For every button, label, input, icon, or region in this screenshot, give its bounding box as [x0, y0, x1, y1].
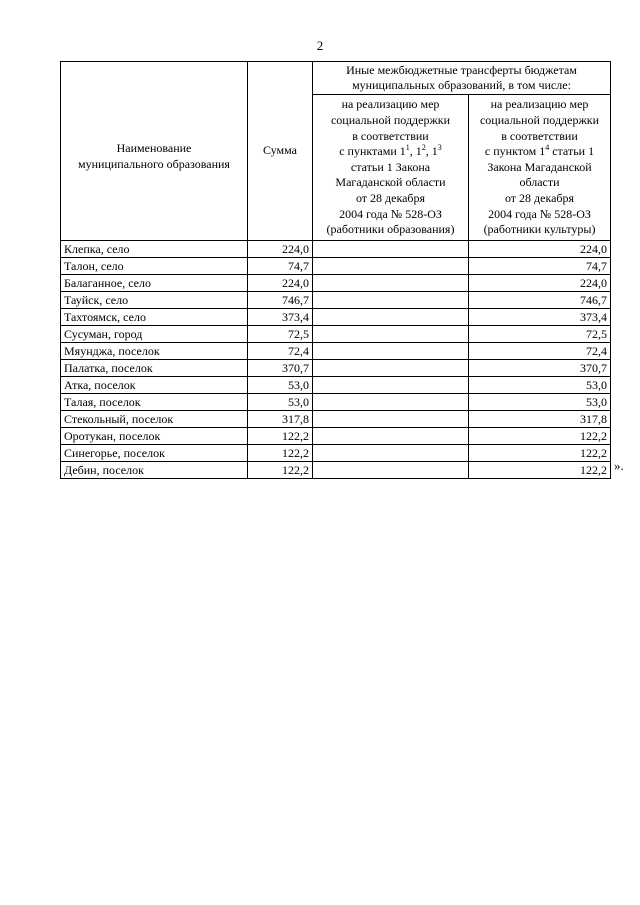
cell-municipality: Клепка, село	[61, 241, 248, 258]
cell-culture-workers: 53,0	[469, 377, 611, 394]
cell-education-workers	[313, 241, 469, 258]
header-municipality-line1: Наименование	[116, 141, 192, 156]
cell-education-workers	[313, 343, 469, 360]
cell-education-workers	[313, 326, 469, 343]
cell-culture-workers: 224,0	[469, 241, 611, 258]
table-row	[61, 309, 611, 326]
cell-culture-workers: 72,4	[469, 343, 611, 360]
cell-municipality: Талон, село	[61, 258, 248, 275]
header-sum: Сумма	[248, 62, 313, 241]
table-row	[61, 241, 611, 258]
cell-education-workers	[313, 309, 469, 326]
cell-culture-workers: 122,2	[469, 428, 611, 445]
cell-municipality: Оротукан, поселок	[61, 428, 248, 445]
table-row	[61, 394, 611, 411]
header-education-points: с пунктами $1^1$, $1^2$, $1^3$	[339, 143, 442, 159]
cell-education-workers	[313, 394, 469, 411]
header-education-text: от 28 декабря	[355, 190, 426, 205]
header-row-top	[61, 62, 611, 95]
cell-municipality: Палатка, поселок	[61, 360, 248, 377]
cell-culture-workers: 53,0	[469, 394, 611, 411]
cell-education-workers	[313, 258, 469, 275]
header-culture-workers	[469, 95, 611, 241]
cell-culture-workers: 317,8	[469, 411, 611, 428]
closing-quote-mark: ».	[614, 458, 624, 473]
cell-sum: 122,2	[248, 428, 313, 445]
cell-education-workers	[313, 462, 469, 479]
cell-municipality: Тахтоямск, село	[61, 309, 248, 326]
cell-municipality: Сусуман, город	[61, 326, 248, 343]
cell-sum: 72,5	[248, 326, 313, 343]
header-culture-text: от 28 декабря	[504, 190, 575, 205]
cell-education-workers	[313, 445, 469, 462]
header-culture-point: с пунктом $1^4$ статьи 1	[484, 143, 595, 159]
table-row	[61, 428, 611, 445]
cell-sum: 746,7	[248, 292, 313, 309]
header-education-text: (работники образования)	[326, 222, 455, 237]
cell-sum: 53,0	[248, 394, 313, 411]
table-body	[61, 241, 611, 479]
cell-municipality: Балаганное, село	[61, 275, 248, 292]
table-row	[61, 462, 611, 479]
table-row	[61, 411, 611, 428]
header-culture-text: области	[519, 175, 560, 190]
cell-culture-workers: 224,0	[469, 275, 611, 292]
cell-municipality: Талая, поселок	[61, 394, 248, 411]
cell-municipality: Дебин, поселок	[61, 462, 248, 479]
table-row	[61, 377, 611, 394]
cell-education-workers	[313, 292, 469, 309]
cell-sum: 224,0	[248, 241, 313, 258]
table-row	[61, 275, 611, 292]
table-row	[61, 360, 611, 377]
header-education-text: статьи 1 Закона	[350, 159, 431, 174]
header-culture-text: Закона Магаданской	[487, 159, 592, 174]
header-education-text: на реализацию мер	[341, 97, 440, 112]
table-row	[61, 445, 611, 462]
cell-culture-workers: 370,7	[469, 360, 611, 377]
cell-sum: 122,2	[248, 445, 313, 462]
page-number: 2	[316, 38, 324, 53]
header-education-workers	[313, 95, 469, 241]
header-culture-text: (работники культуры)	[483, 222, 596, 237]
header-other-transfers: Иные межбюджетные трансферты бюджетам муниципальных образований, в том числе:	[313, 62, 611, 95]
table-row	[61, 343, 611, 360]
cell-sum: 224,0	[248, 275, 313, 292]
cell-sum: 74,7	[248, 258, 313, 275]
header-municipality	[61, 62, 248, 241]
cell-sum: 373,4	[248, 309, 313, 326]
header-culture-text: на реализацию мер	[490, 97, 589, 112]
cell-sum: 72,4	[248, 343, 313, 360]
table-row	[61, 292, 611, 309]
cell-culture-workers: 373,4	[469, 309, 611, 326]
cell-education-workers	[313, 360, 469, 377]
header-municipality-line2: муниципального образования	[78, 157, 230, 171]
cell-education-workers	[313, 275, 469, 292]
cell-sum: 122,2	[248, 462, 313, 479]
table-row	[61, 326, 611, 343]
transfers-table	[60, 61, 611, 479]
cell-sum: 53,0	[248, 377, 313, 394]
cell-municipality: Стекольный, поселок	[61, 411, 248, 428]
header-education-text: в соответствии	[352, 128, 429, 143]
cell-municipality: Мяунджа, поселок	[61, 343, 248, 360]
cell-sum: 317,8	[248, 411, 313, 428]
cell-education-workers	[313, 411, 469, 428]
header-culture-text: 2004 года № 528-ОЗ	[488, 206, 591, 221]
cell-sum: 370,7	[248, 360, 313, 377]
cell-municipality: Тауйск, село	[61, 292, 248, 309]
header-education-text: 2004 года № 528-ОЗ	[339, 206, 442, 221]
header-culture-text: социальной поддержки	[479, 113, 600, 128]
cell-municipality: Атка, поселок	[61, 377, 248, 394]
cell-culture-workers: 74,7	[469, 258, 611, 275]
header-education-text: Магаданской области	[335, 175, 446, 190]
table-row	[61, 258, 611, 275]
header-culture-text: в соответствии	[501, 128, 578, 143]
cell-culture-workers: 746,7	[469, 292, 611, 309]
cell-culture-workers: 122,2	[469, 462, 611, 479]
cell-education-workers	[313, 377, 469, 394]
header-education-text: социальной поддержки	[330, 113, 451, 128]
cell-culture-workers: 72,5	[469, 326, 611, 343]
cell-education-workers	[313, 428, 469, 445]
cell-culture-workers: 122,2	[469, 445, 611, 462]
cell-municipality: Синегорье, поселок	[61, 445, 248, 462]
